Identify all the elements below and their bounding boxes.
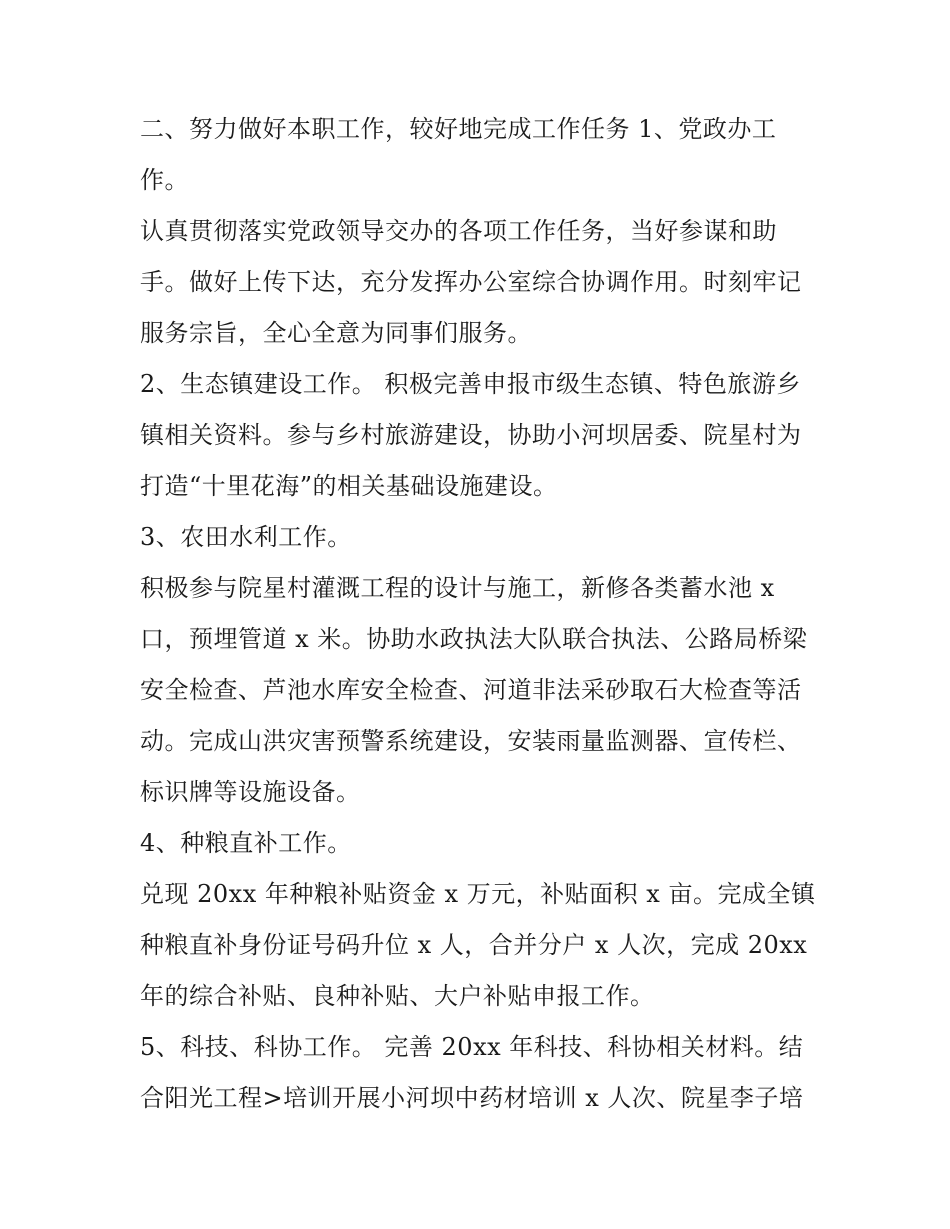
paragraph-line: 手。做好上传下达，充分发挥办公室综合协调作用。时刻牢记: [140, 268, 802, 296]
paragraph-line: 认真贯彻落实党政领导交办的各项工作任务，当好参谋和助: [140, 217, 777, 245]
paragraph-line: 动。完成山洪灾害预警系统建设，安装雨量监测器、宣传栏、: [140, 727, 802, 755]
paragraph-line: 兑现 20xx 年种粮补贴资金 x 万元，补贴面积 x 亩。完成全镇: [140, 880, 816, 908]
text-line: 作。: [140, 166, 189, 194]
paragraph-line: 镇相关资料。参与乡村旅游建设，协助小河坝居委、院星村为: [140, 421, 802, 449]
paragraph-line: 口，预埋管道 x 米。协助水政执法大队联合执法、公路局桥梁: [140, 625, 808, 653]
paragraph-line: 积极参与院星村灌溉工程的设计与施工，新修各类蓄水池 x: [140, 574, 775, 602]
paragraph-line: 标识牌等设施设备。: [140, 778, 361, 806]
paragraph-line: 服务宗旨，全心全意为同事们服务。: [140, 319, 532, 347]
paragraph-line: 种粮直补身份证号码升位 x 人，合并分户 x 人次，完成 20xx: [140, 931, 808, 959]
section-heading-2: 二、努力做好本职工作，较好地完成工作任务 1、党政办工: [140, 115, 777, 143]
paragraph-line: 打造“十里花海”的相关基础设施建设。: [140, 472, 558, 500]
item-heading-3: 3、农田水利工作。: [140, 523, 352, 551]
paragraph-line: 安全检查、芦池水库安全检查、河道非法采砂取石大检查等活: [140, 676, 802, 704]
paragraph-line: 年的综合补贴、良种补贴、大户补贴申报工作。: [140, 982, 655, 1010]
item-heading-5: 5、科技、科协工作。 完善 20xx 年科技、科协相关材料。结: [140, 1033, 804, 1061]
item-heading-4: 4、种粮直补工作。: [140, 829, 352, 857]
paragraph-line: 合阳光工程>培训开展小河坝中药材培训 x 人次、院星李子培: [140, 1084, 804, 1112]
item-heading-2: 2、生态镇建设工作。 积极完善申报市级生态镇、特色旅游乡: [140, 370, 801, 398]
document-body: [140, 104, 820, 1124]
